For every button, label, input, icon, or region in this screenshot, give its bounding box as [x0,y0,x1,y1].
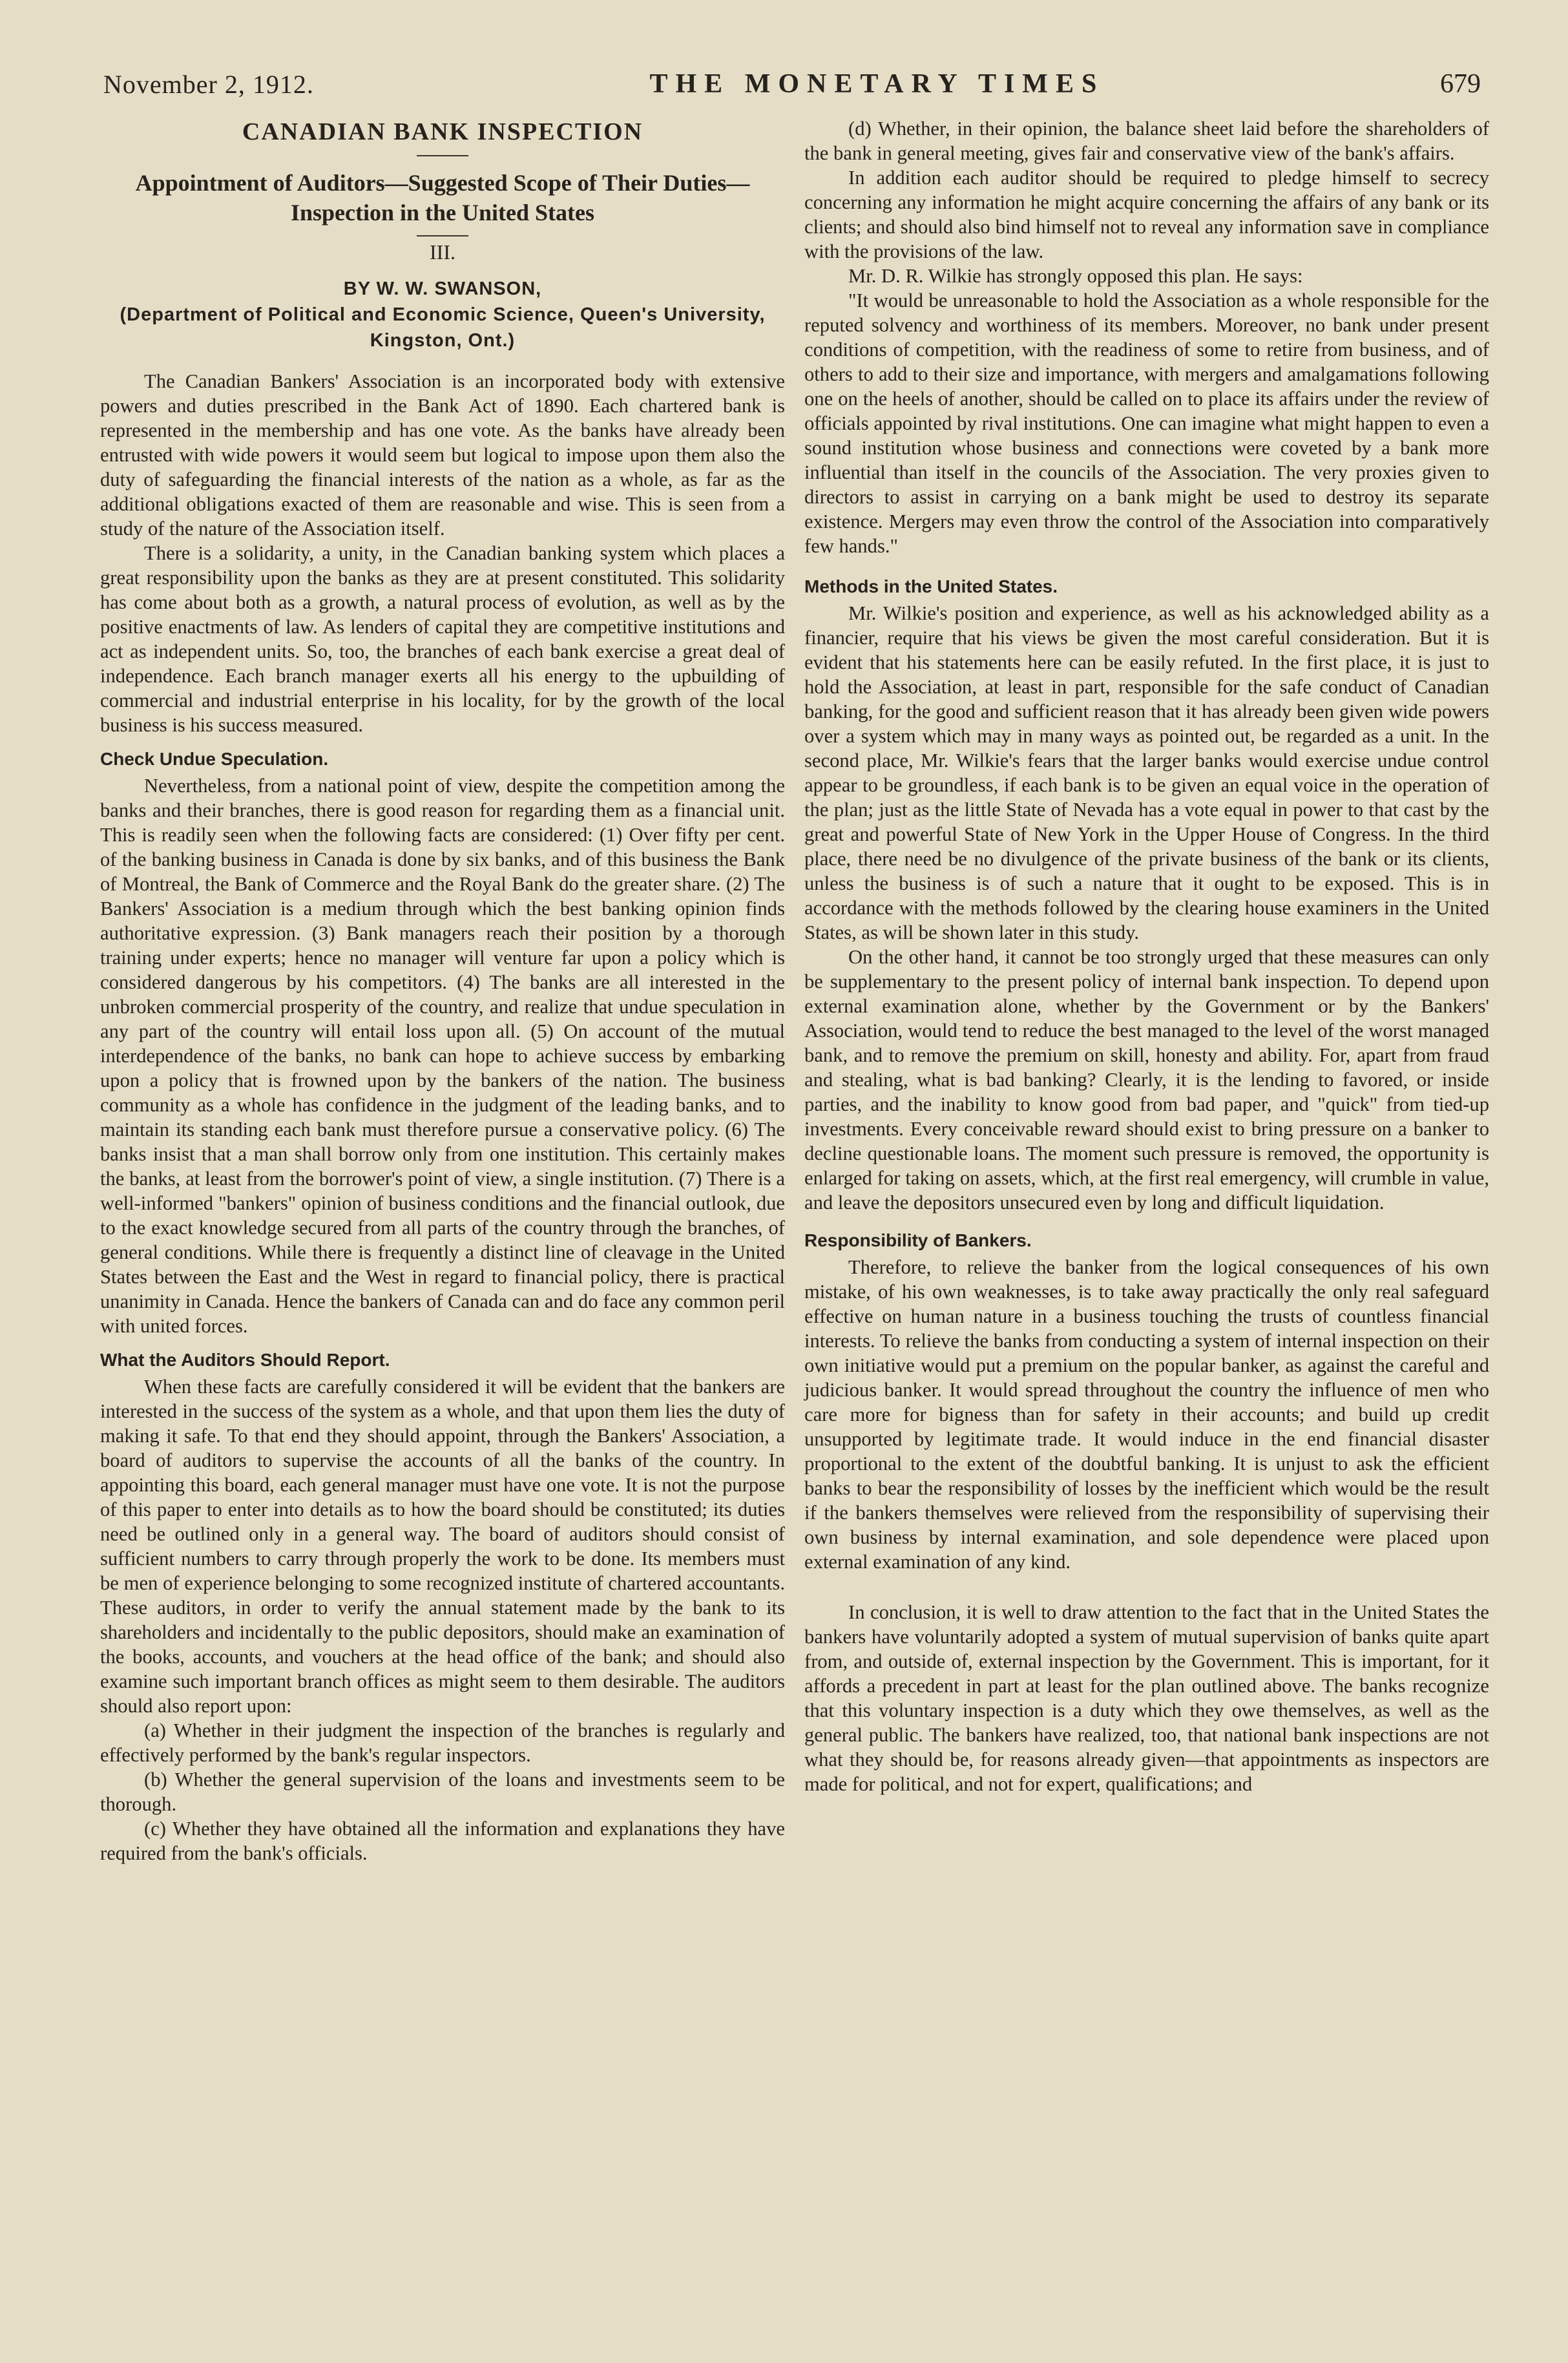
list-item: (a) Whether in their judgment the inspection of the branches is regularly and effectively performed by the bank's regular inspectors. [100,1719,785,1766]
article-part: III. [430,240,455,264]
title-divider [417,155,468,156]
paragraph: In conclusion, it is well to draw attention to the fact that in the United States the bankers have voluntarily adopted a system of mutual supervision of banks quite apart from, and outside of, external inspection by the Government. This is important, for it affords a precedent in part at least for the plan outlined above. The banks recognize that this voluntary inspection is a duty which they owe themselves, as well as the general public. The bankers have realized, too, that national bank inspections are not what they should be, for reasons already given—that appointments as inspectors are made for political, and not for expert, qualifications; and [804,1601,1489,1795]
left-column [100,116,785,1865]
paragraph: In addition each auditor should be required to pledge himself to secrecy concerning any information he might acquire concerning the affairs of any bank or its clients; and should also bind himself not to reveal any information save in compliance with the provisions of the law. [804,167,1489,262]
quotation: "It would be unreasonable to hold the Association as a whole responsible for the reputed solvency and worthiness of its members. Moreover, no bank under present conditions of competition, with the readiness of some to retire from business, and of others to add to their size and importance, with mergers and amalgamations following one on the heels of another, should be called on to place its affairs under the review of officials appointed by rival institutions. One can imagine what might happen to even a sound institution whose business and connections were coveted by a bank more influential than itself in the councils of the Association. The very proxies given to directors to assist in carrying on a bank might be used to destroy its separate existence. Mergers may even throw the control of the Association into comparatively few hands." [804,289,1489,557]
author-affiliation: (Department of Political and Economic Science, Queen's University, Kingston, Ont.) [120,304,766,351]
paragraph: On the other hand, it cannot be too strongly urged that these measures can only be supplementary to the present policy of internal bank inspection. To depend upon external examination alone, whether by the Government or by the Bankers' Association, would tend to reduce the best managed to the level of the worst managed bank, and to remove the premium on skill, honesty and ability. For, apart from fraud and stealing, what is bad banking? Clearly, it is the lending to favored, or inside parties, and the inability to know good from bad paper, and "quick" from tied-up investments. Every conceivable reward should exist to bring pressure on a banker to decline questionable loans. The moment such pressure is removed, the opportunity is enlarged for taking on assets, which, at the first real emergency, will crumble in value, and leave the depositors unsecured even by long and difficult liquidation. [804,946,1489,1213]
list-item: (c) Whether they have obtained all the information and explanations they have required from the bank's officials. [100,1818,785,1864]
paragraph: Mr. D. R. Wilkie has strongly opposed this plan. He says: [848,265,1303,287]
byline [100,276,785,353]
list-item: (b) Whether the general supervision of the loans and investments seem to be thorough. [100,1769,785,1815]
list-item: (d) Whether, in their opinion, the balance sheet laid before the shareholders of the bank in general meeting, gives fair and conservative view of the bank's affairs. [804,118,1489,164]
paragraph: There is a solidarity, a unity, in the Canadian banking system which places a great responsibility upon the banks as they are at present constituted. This solidarity has come about both as a growth, a natural process of evolution, as well as by the positive enactments of law. As lenders of capital they are competitive institutions and act as independent units. So, too, the branches of each bank exercise a great deal of independence. Each branch manager exerts all his energy to the upbuilding of commercial and industrial enterprise in his locality, for by the growth of the local business is his success measured. [100,542,785,736]
issue-date: November 2, 1912. [103,69,314,99]
page-number: 679 [1440,69,1481,99]
paragraph: When these facts are carefully considered it will be evident that the bankers are interested in the success of the system as a whole, and that upon them lies the duty of making it safe. To that end they should appoint, through the Bankers' Association, a board of auditors to supervise the accounts of all the banks of the country. In appointing this board, each general manager must have one vote. It is not the purpose of this paper to enter into details as to how the board should be constituted; its duties need be outlined only in a general way. The board of auditors should consist of sufficient numbers to carry through properly the work to be done. Its members must be men of experience belonging to some recognized institute of chartered accountants. These auditors, in order to verify the annual statement made by the bank to its shareholders and incidentally to the public depositors, should make an examination of the books, accounts, and vouchers at the head office of the bank; and should also examine such important branch offices as might seem to them desirable. The auditors should also report upon: [100,1376,785,1717]
article-subtitle: Appointment of Auditors—Suggested Scope of Their Duties—Inspection in the United States [135,170,750,226]
paragraph: Mr. Wilkie's position and experience, as well as his acknowledged ability as a financier, require that his views be given the most careful consideration. But it is evident that his statements here can be easily refuted. In the first place, it is just to hold the Association, at least in part, responsible for the safe conduct of Canadian banking, for the good and sufficient reason that it has already been given wide powers over a system which may in many ways as pointed out, be regarded as a unit. In the second place, Mr. Wilkie's fears that the larger banks would exercise undue control appear to be groundless, if each bank is to be given an equal voice in the operation of the plan; just as the little State of Nevada has a vote equal in power to that cast by the great and powerful State of New York in the Upper House of Congress. In the third place, there need be no divulgence of the private business of the bank or its clients, unless the business is of such a nature that it ought to be exposed. This is in accordance with the methods followed by the clearing house examiners in the United States, as will be shown later in this study. [804,602,1489,943]
section-heading: What the Auditors Should Report. [100,1350,390,1370]
paragraph: The Canadian Bankers' Association is an incorporated body with extensive powers and duties prescribed in the Bank Act of 1890. Each chartered bank is represented in the membership and has one vote. As the banks have already been entrusted with wide powers it would seem but logical to impose upon them also the duty of safeguarding the financial interests of the nation as a whole, as far as the additional obligations exacted of them are reasonable and wise. This is seen from a study of the nature of the Association itself. [100,370,785,540]
article-title: CANADIAN BANK INSPECTION [242,118,643,145]
subtitle-divider [417,235,468,236]
page-header [103,61,1481,107]
paragraph: Therefore, to relieve the banker from the logical consequences of his own mistake, of his own weaknesses, is to take away practically the only real safeguard effective on human nature in a business touching the trusts of countless financial interests. To relieve the banks from conducting a system of internal inspection on their own initiative would put a premium on the popular banker, as against the careful and judicious banker. It would spread throughout the country the influence of men who care more for bigness than for safety in their accounts; and build up credit unsupported by legitimate trade. It would induce in the end financial disaster proportional to the extent of the doubtful banking. It is unjust to ask the efficient banks to bear the responsibility of losses by the inefficient which would be the result if the bankers themselves were relieved from the responsibility of supervising their own business by internal examination, and sole dependence were placed upon external examination of any kind. [804,1256,1489,1573]
publication-title: THE MONETARY TIMES [649,69,1105,99]
section-heading: Check Undue Speculation. [100,749,329,769]
section-heading: Responsibility of Bankers. [804,1230,1032,1250]
section-heading: Methods in the United States. [804,576,1058,596]
right-column [804,116,1489,1796]
author-name: BY W. W. SWANSON, [343,278,542,299]
paragraph: Nevertheless, from a national point of view, despite the competition among the banks and their branches, there is good reason for regarding them as a financial unit. This is readily seen when the following facts are considered: (1) Over fifty per cent. of the banking business in Canada is done by six banks, and of this business the Bank of Montreal, the Bank of Commerce and the Royal Bank do the greater share. (2) The Bankers' Association is a medium through which the best banking opinion finds authoritative expression. (3) Bank managers reach their position by a thorough training under experts; hence no manager will venture far upon a policy which is considered dangerous by his competitors. (4) The banks are all interested in the unbroken commercial prosperity of the country, and realize that undue speculation in any part of the country will entail loss upon all. (5) On account of the mutual interdependence of the banks, no bank can hope to achieve success by embarking upon a policy that is frowned upon by the bankers of the nation. The business community as a whole has confidence in the judgment of the leading banks, and to maintain its standing each bank must therefore pursue a conservative policy. (6) The banks insist that a man shall borrow only from one institution. This certainly makes the banks, at least from the borrower's point of view, a single institution. (7) There is a well-informed "bankers" opinion of business conditions and the financial outlook, due to the exact knowledge secured from all parts of the country through the branches, of general conditions. While there is frequently a distinct line of cleavage in the United States between the East and the West in regard to financial policy, there is practical unanimity in Canada. Hence the bankers of Canada can and do face any common peril with united forces. [100,775,785,1337]
